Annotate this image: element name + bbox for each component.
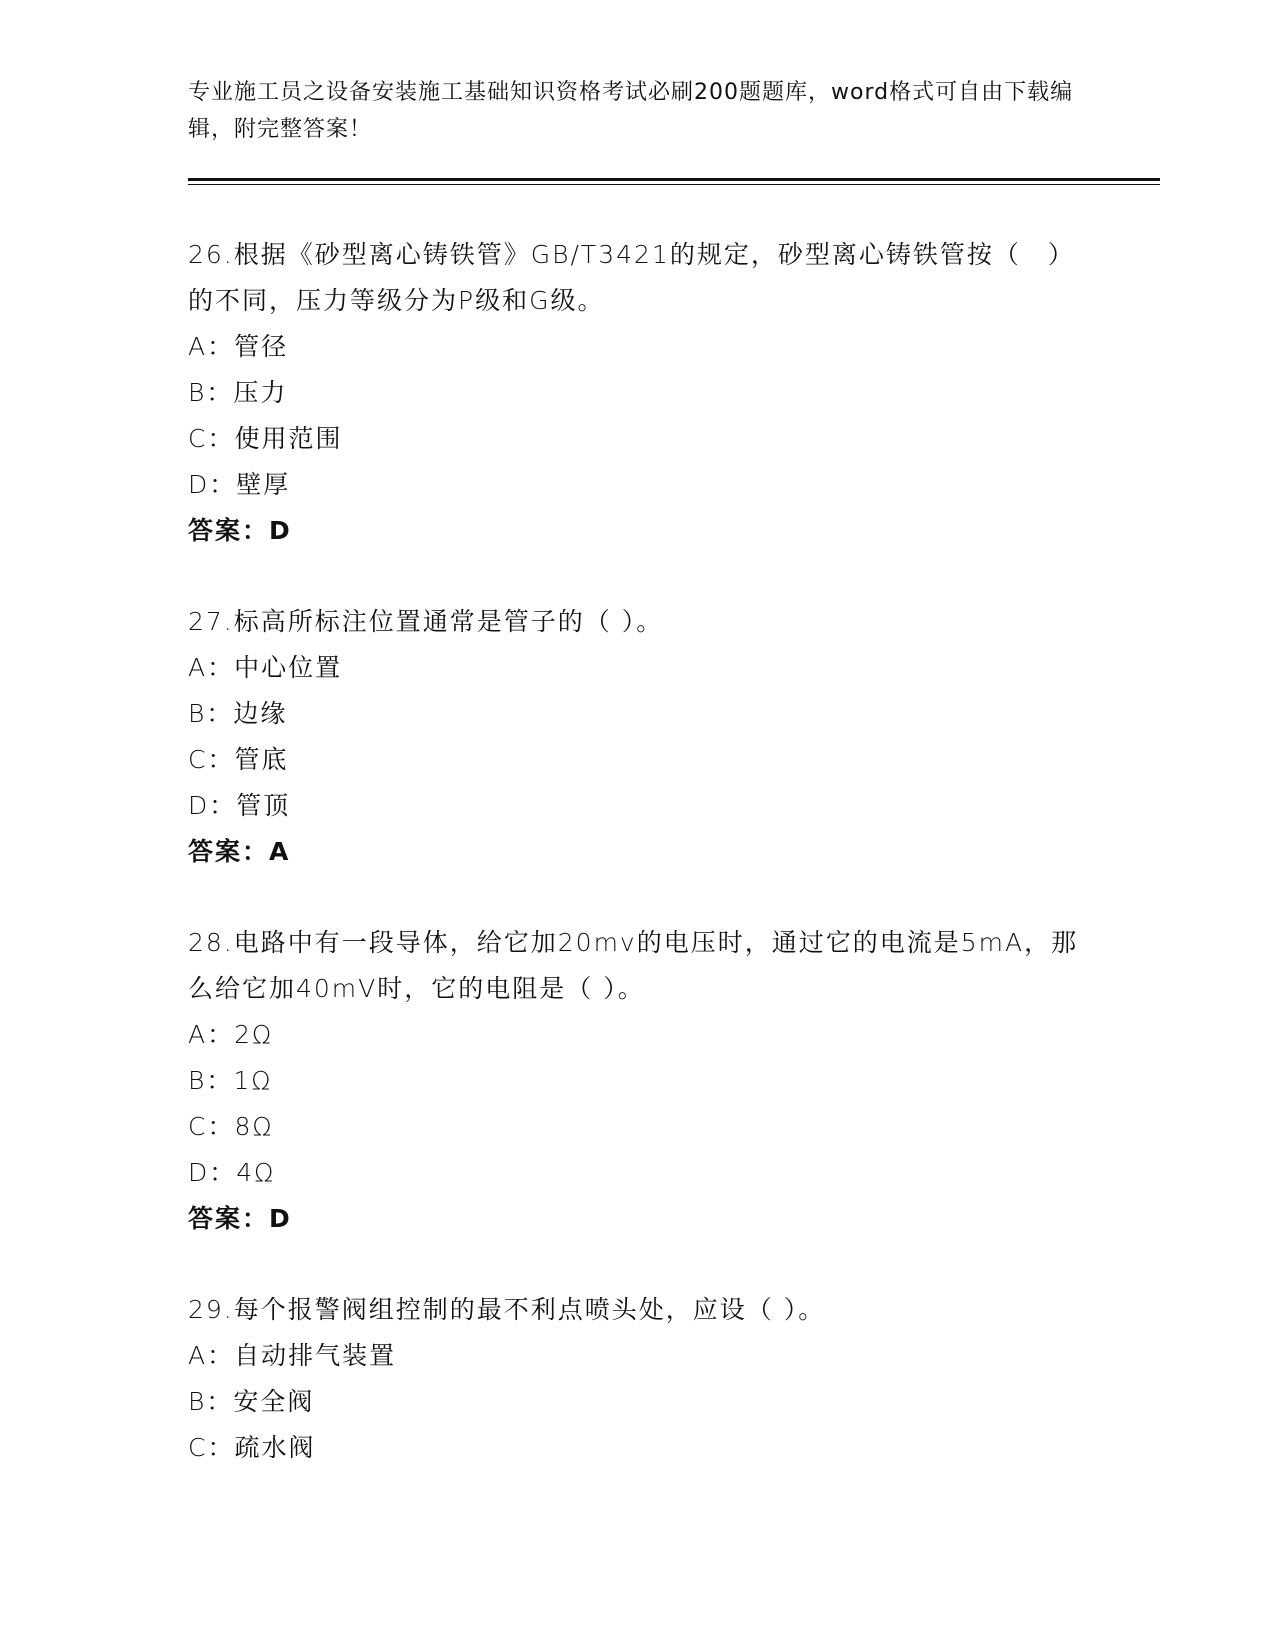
option-c: C：疏水阀 [188, 1433, 316, 1462]
header-divider-thin [188, 184, 1160, 185]
option-c: C：使用范围 [188, 424, 343, 453]
option-d: D：管顶 [188, 791, 291, 820]
option-a: A：管径 [188, 332, 289, 361]
question-stem: 29.每个报警阀组控制的最不利点喷头处，应设（ ）。 [188, 1295, 826, 1324]
header-divider-thick [188, 178, 1160, 181]
question-28 [188, 920, 1088, 1242]
question-26 [188, 232, 1088, 554]
option-b: B：压力 [188, 378, 288, 407]
question-27 [188, 599, 1088, 875]
option-c: C：管底 [188, 745, 289, 774]
option-d: D：壁厚 [188, 470, 291, 499]
question-29 [188, 1287, 1088, 1471]
option-b: B：1Ω [188, 1066, 273, 1095]
option-b: B：边缘 [188, 699, 288, 728]
question-stem: 26.根据《砂型离心铸铁管》GB/T3421的规定，砂型离心铸铁管按（ ）的不同，压力等级分为P级和G级。 [188, 240, 1075, 315]
option-b: B：安全阀 [188, 1387, 315, 1416]
option-c: C：8Ω [188, 1112, 274, 1141]
answer-line: 答案：D [188, 1204, 292, 1233]
option-d: D：4Ω [188, 1158, 276, 1187]
question-list [188, 232, 1088, 1516]
option-a: A：2Ω [188, 1020, 274, 1049]
question-stem: 28.电路中有一段导体，给它加20mv的电压时，通过它的电流是5mA，那么给它加40mV时，它的电阻是（ ）。 [188, 928, 1079, 1003]
answer-line: 答案：D [188, 516, 292, 545]
option-a: A：自动排气装置 [188, 1341, 397, 1370]
option-a: A：中心位置 [188, 653, 343, 682]
document-header: 专业施工员之设备安装施工基础知识资格考试必刷200题题库，word格式可自由下载编辑，附完整答案！ [188, 80, 1074, 142]
question-stem: 27.标高所标注位置通常是管子的（ ）。 [188, 607, 664, 636]
answer-line: 答案：A [188, 837, 291, 866]
